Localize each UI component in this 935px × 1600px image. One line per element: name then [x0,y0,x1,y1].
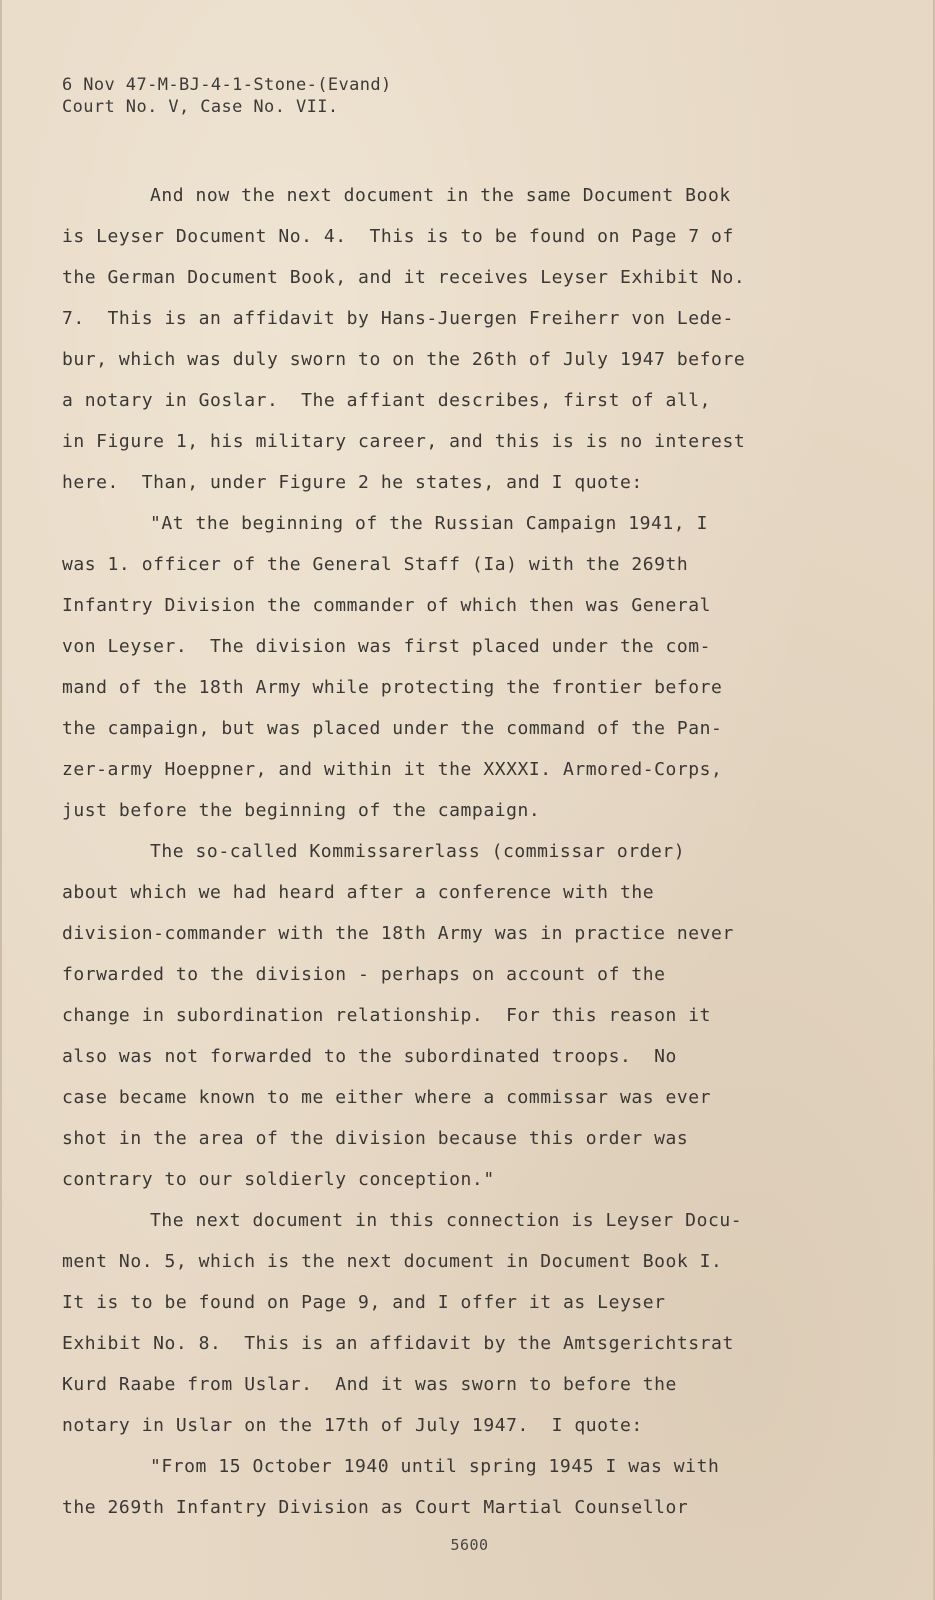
text-line: "At the beginning of the Russian Campaign 1941, I [150,513,708,534]
text-line: just before the beginning of the campaign. [62,800,541,821]
text-line: contrary to our soldierly conception." [62,1169,495,1190]
text-line: bur, which was duly sworn to on the 26th of July 1947 before [62,349,746,370]
text-line: forwarded to the division - perhaps on account of the [62,964,666,985]
text-line: here. Than, under Figure 2 he states, and I quote: [62,472,643,493]
header-court-case-line: Court No. V, Case No. VII. [62,97,339,117]
text-line: division-commander with the 18th Army was in practice never [62,923,734,944]
text-line: the 269th Infantry Division as Court Martial Counsellor [62,1497,689,1518]
text-line: Infantry Division the commander of which then was General [62,595,712,616]
text-line: the German Document Book, and it receives Leyser Exhibit No. [62,267,746,288]
text-line: Kurd Raabe from Uslar. And it was sworn to before the [62,1374,677,1395]
text-line: The next document in this connection is Leyser Docu- [150,1210,743,1231]
text-line: zer-army Hoeppner, and within it the XXXXI. Armored-Corps, [62,759,723,780]
text-line: The so-called Kommissarerlass (commissar order) [150,841,686,862]
text-line: in Figure 1, his military career, and this is is no interest [62,431,746,452]
document-header [62,74,392,118]
text-line: And now the next document in the same Document Book [150,185,731,206]
text-line: also was not forwarded to the subordinated troops. No [62,1046,677,1067]
text-line: Exhibit No. 8. This is an affidavit by the Amtsgerichtsrat [62,1333,734,1354]
text-line: was 1. officer of the General Staff (Ia) with the 269th [62,554,689,575]
page-number: 5600 [450,1536,489,1554]
text-line: von Leyser. The division was first placed under the com- [62,636,712,657]
text-line: the campaign, but was placed under the command of the Pan- [62,718,723,739]
text-line: "From 15 October 1940 until spring 1945 I was with [150,1456,720,1477]
transcript-body [62,175,842,1528]
header-reference-line: 6 Nov 47-M-BJ-4-1-Stone-(Evand) [62,75,392,95]
text-line: ment No. 5, which is the next document in Document Book I. [62,1251,723,1272]
text-line: is Leyser Document No. 4. This is to be found on Page 7 of [62,226,734,247]
text-line: shot in the area of the division because this order was [62,1128,689,1149]
text-line: notary in Uslar on the 17th of July 1947. I quote: [62,1415,643,1436]
text-line: change in subordination relationship. For this reason it [62,1005,712,1026]
text-line: a notary in Goslar. The affiant describes, first of all, [62,390,712,411]
text-line: It is to be found on Page 9, and I offer it as Leyser [62,1292,666,1313]
text-line: about which we had heard after a conference with the [62,882,655,903]
text-line: 7. This is an affidavit by Hans-Juergen Freiherr von Lede- [62,308,734,329]
text-line: mand of the 18th Army while protecting the frontier before [62,677,723,698]
text-line: case became known to me either where a commissar was ever [62,1087,712,1108]
